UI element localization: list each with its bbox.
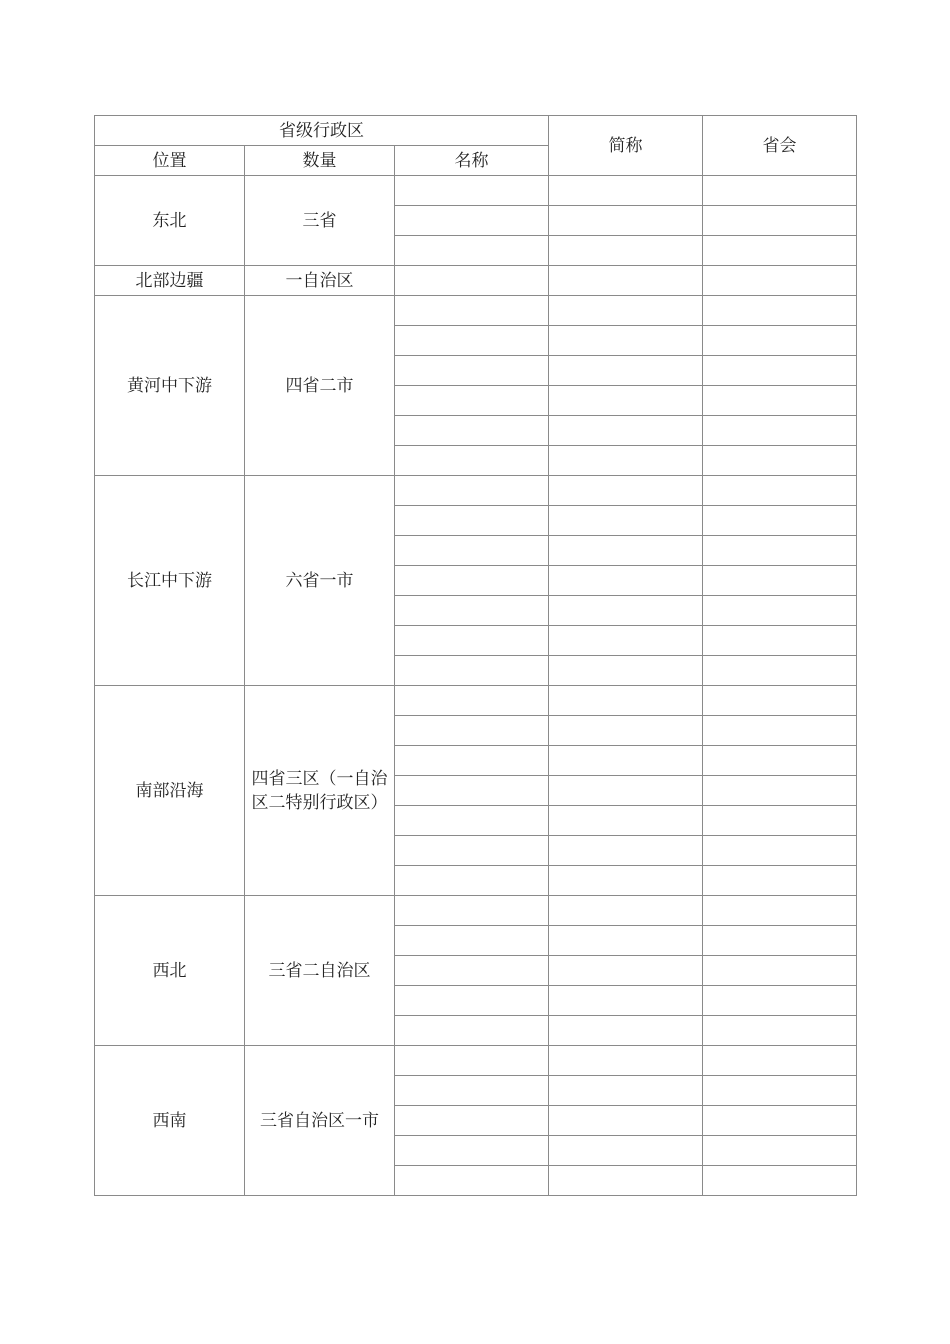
- region-position: 北部边疆: [95, 266, 245, 296]
- name-cell[interactable]: [395, 536, 549, 566]
- abbreviation-cell[interactable]: [549, 476, 703, 506]
- capital-cell[interactable]: [703, 776, 857, 806]
- name-cell[interactable]: [395, 1106, 549, 1136]
- region-quantity: 三省自治区一市: [245, 1046, 395, 1196]
- abbreviation-cell[interactable]: [549, 1076, 703, 1106]
- header-position: 位置: [95, 146, 245, 176]
- region-quantity: 四省二市: [245, 296, 395, 476]
- abbreviation-cell[interactable]: [549, 926, 703, 956]
- abbreviation-cell[interactable]: [549, 596, 703, 626]
- abbreviation-cell[interactable]: [549, 266, 703, 296]
- region-quantity: 三省二自治区: [245, 896, 395, 1046]
- region-position: 南部沿海: [95, 686, 245, 896]
- name-cell[interactable]: [395, 326, 549, 356]
- capital-cell[interactable]: [703, 956, 857, 986]
- name-cell[interactable]: [395, 866, 549, 896]
- name-cell[interactable]: [395, 926, 549, 956]
- capital-cell[interactable]: [703, 236, 857, 266]
- abbreviation-cell[interactable]: [549, 446, 703, 476]
- table-row: [95, 686, 857, 716]
- table-row: [95, 176, 857, 206]
- region-quantity: 三省: [245, 176, 395, 266]
- region-quantity: 六省一市: [245, 476, 395, 686]
- abbreviation-cell[interactable]: [549, 506, 703, 536]
- name-cell[interactable]: [395, 1166, 549, 1196]
- capital-cell[interactable]: [703, 1076, 857, 1106]
- header-name: 名称: [395, 146, 549, 176]
- abbreviation-cell[interactable]: [549, 806, 703, 836]
- abbreviation-cell[interactable]: [549, 236, 703, 266]
- abbreviation-cell[interactable]: [549, 296, 703, 326]
- capital-cell[interactable]: [703, 1106, 857, 1136]
- capital-cell[interactable]: [703, 416, 857, 446]
- name-cell[interactable]: [395, 596, 549, 626]
- abbreviation-cell[interactable]: [549, 1166, 703, 1196]
- abbreviation-cell[interactable]: [549, 416, 703, 446]
- capital-cell[interactable]: [703, 626, 857, 656]
- name-cell[interactable]: [395, 686, 549, 716]
- abbreviation-cell[interactable]: [549, 986, 703, 1016]
- table-row: [95, 476, 857, 506]
- capital-cell[interactable]: [703, 566, 857, 596]
- name-cell[interactable]: [395, 836, 549, 866]
- capital-cell[interactable]: [703, 296, 857, 326]
- capital-cell[interactable]: [703, 446, 857, 476]
- name-cell[interactable]: [395, 386, 549, 416]
- region-position: 黄河中下游: [95, 296, 245, 476]
- name-cell[interactable]: [395, 626, 549, 656]
- capital-cell[interactable]: [703, 986, 857, 1016]
- table-row: [95, 1046, 857, 1076]
- capital-cell[interactable]: [703, 176, 857, 206]
- abbreviation-cell[interactable]: [549, 836, 703, 866]
- abbreviation-cell[interactable]: [549, 686, 703, 716]
- capital-cell[interactable]: [703, 206, 857, 236]
- capital-cell[interactable]: [703, 686, 857, 716]
- name-cell[interactable]: [395, 176, 549, 206]
- capital-cell[interactable]: [703, 806, 857, 836]
- name-cell[interactable]: [395, 266, 549, 296]
- name-cell[interactable]: [395, 566, 549, 596]
- abbreviation-cell[interactable]: [549, 956, 703, 986]
- capital-cell[interactable]: [703, 1046, 857, 1076]
- capital-cell[interactable]: [703, 836, 857, 866]
- capital-cell[interactable]: [703, 386, 857, 416]
- name-cell[interactable]: [395, 206, 549, 236]
- abbreviation-cell[interactable]: [549, 866, 703, 896]
- name-cell[interactable]: [395, 1136, 549, 1166]
- capital-cell[interactable]: [703, 1016, 857, 1046]
- name-cell[interactable]: [395, 506, 549, 536]
- name-cell[interactable]: [395, 746, 549, 776]
- name-cell[interactable]: [395, 416, 549, 446]
- name-cell[interactable]: [395, 716, 549, 746]
- name-cell[interactable]: [395, 296, 549, 326]
- table-row: [95, 296, 857, 326]
- name-cell[interactable]: [395, 806, 549, 836]
- name-cell[interactable]: [395, 656, 549, 686]
- name-cell[interactable]: [395, 446, 549, 476]
- header-quantity: 数量: [245, 146, 395, 176]
- table-row: [95, 266, 857, 296]
- name-cell[interactable]: [395, 1046, 549, 1076]
- capital-cell[interactable]: [703, 476, 857, 506]
- abbreviation-cell[interactable]: [549, 326, 703, 356]
- name-cell[interactable]: [395, 896, 549, 926]
- abbreviation-cell[interactable]: [549, 566, 703, 596]
- name-cell[interactable]: [395, 956, 549, 986]
- abbreviation-cell[interactable]: [549, 1046, 703, 1076]
- province-table: [94, 115, 857, 1196]
- header-capital: 省会: [703, 116, 857, 176]
- abbreviation-cell[interactable]: [549, 776, 703, 806]
- capital-cell[interactable]: [703, 1136, 857, 1166]
- abbreviation-cell[interactable]: [549, 1016, 703, 1046]
- capital-cell[interactable]: [703, 536, 857, 566]
- capital-cell[interactable]: [703, 716, 857, 746]
- name-cell[interactable]: [395, 236, 549, 266]
- abbreviation-cell[interactable]: [549, 176, 703, 206]
- abbreviation-cell[interactable]: [549, 1106, 703, 1136]
- capital-cell[interactable]: [703, 596, 857, 626]
- name-cell[interactable]: [395, 1076, 549, 1106]
- header-abbreviation: 简称: [549, 116, 703, 176]
- abbreviation-cell[interactable]: [549, 656, 703, 686]
- name-cell[interactable]: [395, 776, 549, 806]
- region-quantity: 一自治区: [245, 266, 395, 296]
- abbreviation-cell[interactable]: [549, 716, 703, 746]
- capital-cell[interactable]: [703, 926, 857, 956]
- name-cell[interactable]: [395, 476, 549, 506]
- capital-cell[interactable]: [703, 866, 857, 896]
- name-cell[interactable]: [395, 986, 549, 1016]
- capital-cell[interactable]: [703, 356, 857, 386]
- capital-cell[interactable]: [703, 506, 857, 536]
- abbreviation-cell[interactable]: [549, 206, 703, 236]
- header-group: 省级行政区: [95, 116, 549, 146]
- abbreviation-cell[interactable]: [549, 626, 703, 656]
- capital-cell[interactable]: [703, 266, 857, 296]
- region-position: 西北: [95, 896, 245, 1046]
- region-quantity: 四省三区（一自治区二特别行政区）: [245, 686, 395, 896]
- abbreviation-cell[interactable]: [549, 536, 703, 566]
- capital-cell[interactable]: [703, 1166, 857, 1196]
- capital-cell[interactable]: [703, 896, 857, 926]
- name-cell[interactable]: [395, 1016, 549, 1046]
- abbreviation-cell[interactable]: [549, 356, 703, 386]
- region-position: 东北: [95, 176, 245, 266]
- region-position: 西南: [95, 1046, 245, 1196]
- name-cell[interactable]: [395, 356, 549, 386]
- abbreviation-cell[interactable]: [549, 386, 703, 416]
- capital-cell[interactable]: [703, 746, 857, 776]
- abbreviation-cell[interactable]: [549, 896, 703, 926]
- capital-cell[interactable]: [703, 326, 857, 356]
- capital-cell[interactable]: [703, 656, 857, 686]
- table-row: [95, 896, 857, 926]
- abbreviation-cell[interactable]: [549, 746, 703, 776]
- region-position: 长江中下游: [95, 476, 245, 686]
- abbreviation-cell[interactable]: [549, 1136, 703, 1166]
